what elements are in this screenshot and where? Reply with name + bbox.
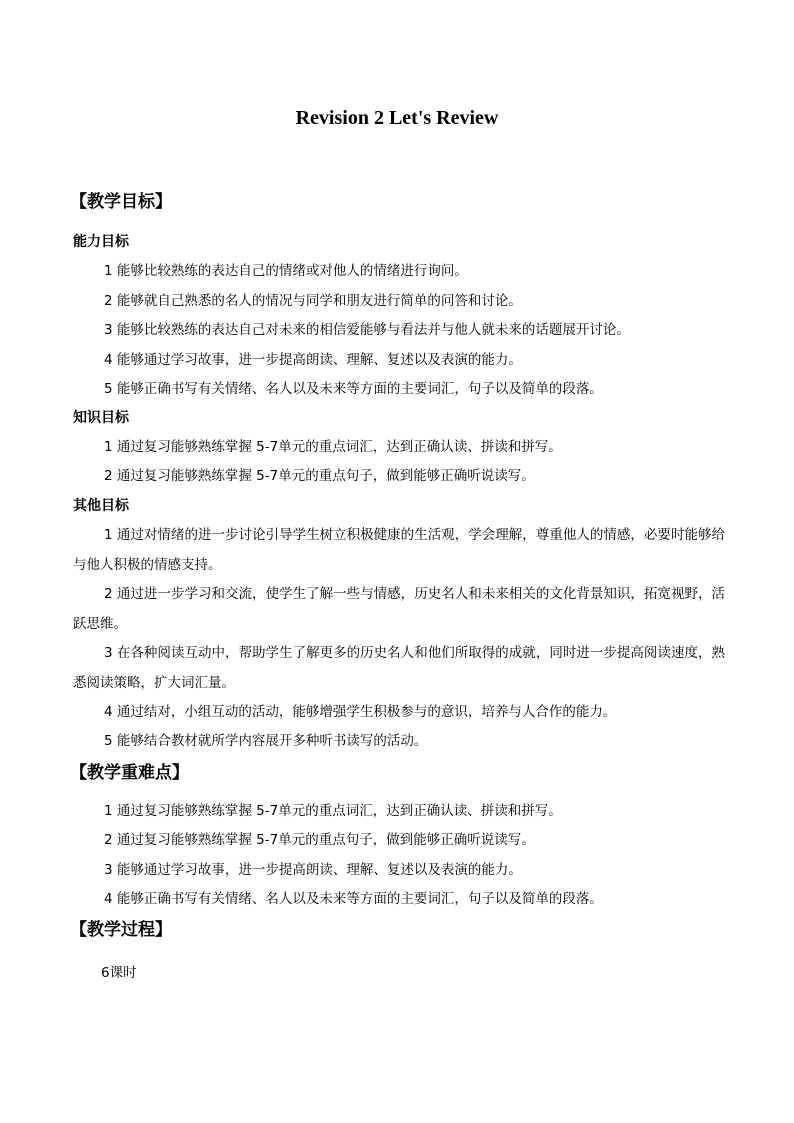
- list-item: 5 能够结合教材就所学内容展开多种听书读写的活动。: [104, 733, 428, 749]
- list-item: 4 通过结对，小组互动的活动，能够增强学生积极参与的意识，培养与人合作的能力。: [104, 704, 617, 720]
- section-heading-process: 【教学过程】: [70, 920, 172, 940]
- subheading-other: 其他目标: [73, 498, 129, 514]
- section-heading-objectives: 【教学目标】: [70, 192, 172, 212]
- list-item: 2 通过复习能够熟练掌握 5-7单元的重点句子，做到能够正确听说读写。: [104, 832, 535, 848]
- paragraph: 3 在各种阅读互动中，帮助学生了解更多的历史名人和他们所取得的成就，同时进一步提高阅读速度，熟悉阅读策略，扩大词汇量。: [73, 645, 725, 691]
- list-item: 1 通过复习能够熟练掌握 5-7单元的重点词汇，达到正确认读、拼读和拼写。: [104, 439, 562, 455]
- document-title: Revision 2 Let's Review: [295, 107, 499, 129]
- list-item: 5 能够正确书写有关情绪、名人以及未来等方面的主要词汇，句子以及简单的段落。: [104, 381, 603, 397]
- list-item: 4 能够通过学习故事，进一步提高朗读、理解、复述以及表演的能力。: [104, 352, 522, 368]
- section-heading-key-points: 【教学重难点】: [70, 763, 189, 783]
- list-item: 1 能够比较熟练的表达自己的情绪或对他人的情绪进行询问。: [104, 263, 468, 279]
- subheading-knowledge: 知识目标: [73, 410, 129, 426]
- list-item: 2 通过复习能够熟练掌握 5-7单元的重点句子，做到能够正确听说读写。: [104, 468, 535, 484]
- process-note: 6课时: [101, 965, 137, 981]
- subheading-ability: 能力目标: [73, 234, 129, 250]
- list-item: 2 能够就自己熟悉的名人的情况与同学和朋友进行简单的问答和讨论。: [104, 293, 522, 309]
- list-item: 4 能够正确书写有关情绪、名人以及未来等方面的主要词汇，句子以及简单的段落。: [104, 891, 603, 907]
- list-item: 3 能够通过学习故事，进一步提高朗读、理解、复述以及表演的能力。: [104, 862, 522, 878]
- paragraph: 2 通过进一步学习和交流，使学生了解一些与情感，历史名人和未来相关的文化背景知识，拓宽视野，活跃思维。: [73, 586, 725, 632]
- list-item: 1 通过复习能够熟练掌握 5-7单元的重点词汇，达到正确认读、拼读和拼写。: [104, 803, 562, 819]
- paragraph: 1 通过对情绪的进一步讨论引导学生树立积极健康的生活观，学会理解，尊重他人的情感，必要时能够给与他人积极的情感支持。: [73, 527, 725, 573]
- list-item: 3 能够比较熟练的表达自己对未来的相信爱能够与看法并与他人就未来的话题展开讨论。: [104, 322, 630, 338]
